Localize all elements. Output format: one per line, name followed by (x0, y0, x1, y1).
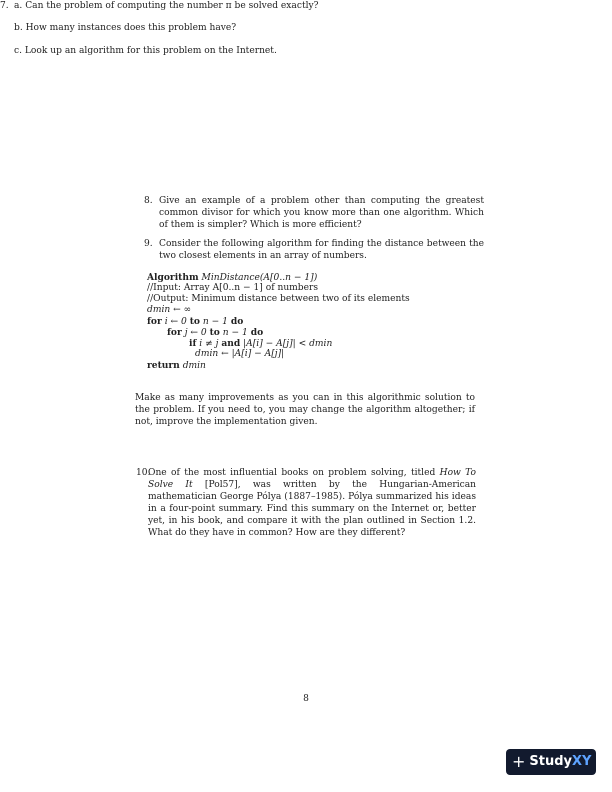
algorithm-name: MinDistance(A[0..n − 1]) (201, 273, 318, 283)
question-7c: c. Look up an algorithm for this problem on the Internet. (14, 46, 277, 56)
question-number: 8. (144, 196, 153, 206)
question-10-text (136, 467, 476, 539)
return-keyword: return (147, 360, 180, 371)
and-keyword: and (221, 338, 241, 349)
q10-text-after: [Pol57], was written by the Hungarian-American mathematician George Pólya (1887–1985). Pólya summarized his ideas in a four-point summary. Find this summary on the Internet or, better yet, in his book, and compare it with the plan outlined in Section 1.2. What do they have in common? How are they different? (148, 480, 476, 538)
question-9 (144, 238, 484, 262)
do-keyword: do (230, 316, 244, 327)
question-7b: b. How many instances does this problem have? (14, 23, 237, 33)
studyxy-logo (506, 749, 596, 775)
book-title: How To Solve It (148, 468, 476, 490)
for-j-start: j ← 0 (184, 328, 207, 338)
algorithm-for-j (147, 327, 487, 338)
improve-instructions: Make as many improvements as you can in this algorithmic solution to the problem. If you need to, you may change the algorithm altogether; if not, improve the implementation given. (135, 393, 475, 427)
logo-xy: XY (572, 754, 592, 769)
question-8 (144, 195, 484, 231)
if-condition-b: |A[i] − A[j]| < dmin (243, 339, 333, 349)
question-10 (136, 467, 476, 539)
logo-study: Study (529, 754, 573, 769)
q10-text-before: One of the most influential books on problem solving, titled (148, 468, 440, 478)
question-8-text: Give an example of a problem other than computing the greatest common divisor for which you know more than one algorithm. Which of them is simpler? Which is more efficient? (159, 196, 484, 230)
algorithm-return (147, 360, 487, 371)
to-keyword: to (209, 327, 220, 338)
algorithm-output: //Output: Minimum distance between two of its elements (147, 294, 410, 304)
algorithm-init: dmin ← ∞ (147, 305, 192, 315)
algorithm-if (147, 338, 487, 349)
question-7a: a. Can the problem of computing the number π be solved exactly? (14, 1, 319, 11)
algorithm-assign: dmin ← |A[i] − A[j]| (195, 349, 285, 359)
page-number: 8 (303, 694, 309, 704)
to-keyword: to (189, 316, 200, 327)
for-keyword: for (167, 327, 182, 338)
question-number: 10. (136, 468, 151, 478)
algorithm-keyword: Algorithm (147, 272, 199, 283)
question-number: 7. (0, 1, 9, 11)
algorithm-for-i (147, 316, 487, 327)
algorithm-header (147, 272, 487, 283)
return-value: dmin (182, 361, 206, 371)
algorithm-block (147, 272, 487, 371)
for-i-start: i ← 0 (164, 317, 187, 327)
for-keyword: for (147, 316, 162, 327)
question-number: 9. (144, 239, 153, 249)
algorithm-input: //Input: Array A[0..n − 1] of numbers (147, 283, 319, 293)
if-condition-a: i ≠ j (199, 339, 219, 349)
if-keyword: if (189, 338, 197, 349)
plus-icon: + (512, 752, 526, 771)
question-9-text: Consider the following algorithm for finding the distance between the two closest elements in an array of numbers. (159, 239, 484, 261)
for-i-end: n − 1 (202, 317, 228, 327)
do-keyword: do (250, 327, 264, 338)
for-j-end: n − 1 (222, 328, 248, 338)
logo-text (529, 756, 591, 768)
